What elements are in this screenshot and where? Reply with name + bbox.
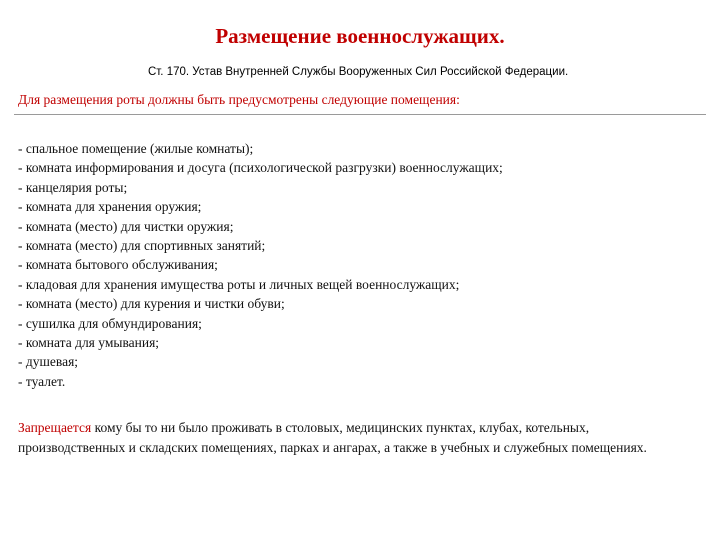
divider [14, 114, 706, 115]
page-title: Размещение военнослужащих. [215, 24, 505, 48]
list-item: - комната информирования и досуга (психологической разгрузки) военнослужащих; [18, 160, 503, 176]
list-item: - комната (место) для спортивных занятий; [18, 238, 266, 254]
list-item: - комната бытового обслуживания; [18, 257, 218, 273]
prohibition-paragraph [18, 418, 698, 457]
prohibition-word: Запрещается [18, 420, 92, 435]
subtitle: Ст. 170. Устав Внутренней Службы Вооруженных Сил Российской Федерации. [148, 66, 569, 78]
list-item: - душевая; [18, 354, 79, 370]
prohibition-text: кому бы то ни было проживать в столовых, медицинских пунктах, клубах, котельных, производственных и складских помещениях, парках и ангарах, а также в учебных и служебных помещениях. [18, 420, 647, 455]
list-item: - туалет. [18, 373, 66, 389]
intro-heading: Для размещения роты должны быть предусмотрены следующие помещения: [18, 92, 460, 107]
list-item: - комната (место) для чистки оружия; [18, 218, 234, 234]
list-item: - комната для хранения оружия; [18, 199, 202, 215]
list-item: - сушилка для обмундирования; [18, 315, 202, 331]
list-item: - комната для умывания; [18, 335, 160, 351]
list-item: - спальное помещение (жилые комнаты); [18, 141, 254, 156]
list-item: - комната (место) для курения и чистки обуви; [18, 296, 285, 312]
list-item: - канцелярия роты; [18, 179, 128, 195]
list-item: - кладовая для хранения имущества роты и личных вещей военнослужащих; [18, 276, 460, 292]
room-list [18, 139, 503, 391]
